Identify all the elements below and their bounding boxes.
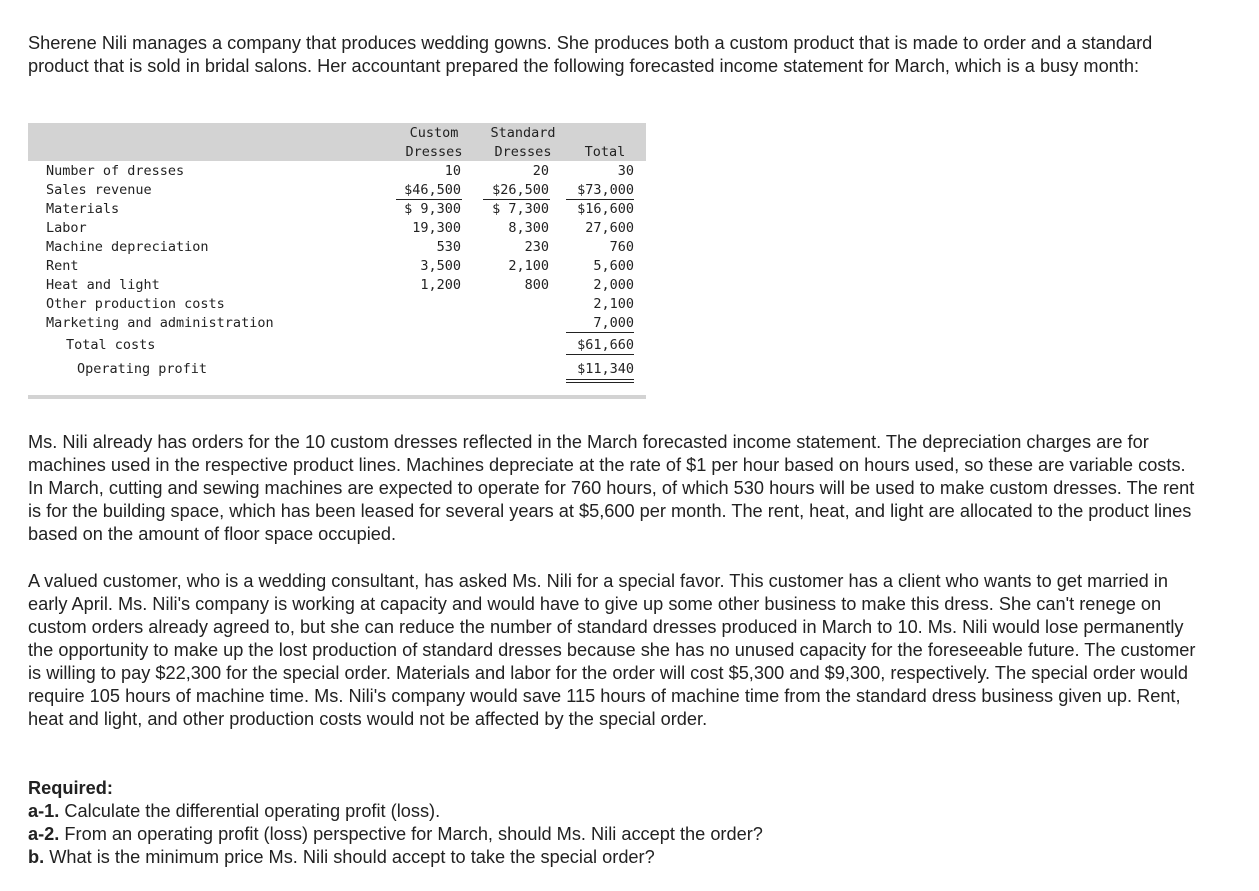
cell-total: 2,000 bbox=[593, 277, 634, 293]
header-standard-line2: Dresses bbox=[494, 144, 552, 160]
cell-total: 5,600 bbox=[593, 258, 634, 274]
cell-total: 27,600 bbox=[585, 220, 634, 236]
cell-custom: 10 bbox=[444, 163, 461, 179]
cell-standard: $ 7,300 bbox=[492, 201, 549, 217]
cell-total: 30 bbox=[617, 163, 634, 179]
header-total: Total bbox=[584, 144, 626, 160]
cell-standard: 2,100 bbox=[508, 258, 549, 274]
cell-standard: 8,300 bbox=[508, 220, 549, 236]
underline bbox=[566, 199, 634, 200]
double-underline bbox=[566, 379, 634, 383]
cell-standard: 230 bbox=[524, 239, 549, 255]
row-label: Operating profit bbox=[77, 361, 208, 377]
row-label: Total costs bbox=[66, 337, 156, 353]
required-item-text: Calculate the differential operating profit (loss). bbox=[64, 801, 441, 821]
cell-total: 7,000 bbox=[593, 315, 634, 331]
cell-total: $11,340 bbox=[577, 361, 634, 377]
row-label: Rent bbox=[46, 258, 79, 274]
underline bbox=[566, 332, 634, 333]
cell-custom: $ 9,300 bbox=[404, 201, 461, 217]
header-custom-line1: Custom bbox=[409, 125, 459, 141]
underline bbox=[396, 199, 462, 200]
header-custom-line2: Dresses bbox=[405, 144, 463, 160]
context-paragraph-2: A valued customer, who is a wedding consultant, has asked Ms. Nili for a special favor. This customer has a client who wants to get married in early April. Ms. Nili's company is working at capacity and would have to give up some other business to make this dress. She can't renege on custom orders already agreed to, but she can reduce the number of standard dresses produced in March to 10. Ms. Nili would lose permanently the opportunity to make up the lost production of standard dresses because she has no unused capacity for the foreseeable future. The customer is willing to pay $22,300 for the special order. Materials and labor for the order will cost $5,300 and $9,300, respectively. The special order would require 105 hours of machine time. Ms. Nili's company would save 115 hours of machine time from the standard dress business given up. Rent, heat and light, and other production costs would not be affected by the special order. bbox=[28, 571, 1196, 729]
cell-standard: 800 bbox=[524, 277, 549, 293]
row-label: Marketing and administration bbox=[46, 315, 274, 331]
cell-total: $16,600 bbox=[577, 201, 634, 217]
underline bbox=[566, 354, 634, 355]
cell-total: 760 bbox=[609, 239, 634, 255]
cell-total: $73,000 bbox=[577, 182, 634, 198]
row-label: Sales revenue bbox=[46, 182, 152, 198]
intro-paragraph: Sherene Nili manages a company that produces wedding gowns. She produces both a custom product that is made to order and a standard product that is sold in bridal salons. Her accountant prepared the following forecasted income statement for March, which is a busy month: bbox=[28, 33, 1153, 76]
required-item-text: What is the minimum price Ms. Nili should accept to take the special order? bbox=[49, 847, 655, 867]
row-label: Labor bbox=[46, 220, 87, 236]
cell-custom: $46,500 bbox=[404, 182, 461, 198]
required-item bbox=[28, 800, 1203, 823]
required-section bbox=[28, 777, 1203, 869]
underline bbox=[483, 199, 550, 200]
required-heading: Required: bbox=[28, 778, 113, 798]
row-label: Heat and light bbox=[46, 277, 160, 293]
header-standard-line1: Standard bbox=[490, 125, 556, 141]
cell-custom: 530 bbox=[436, 239, 461, 255]
income-statement-table bbox=[28, 123, 646, 399]
row-label: Machine depreciation bbox=[46, 239, 209, 255]
cell-custom: 19,300 bbox=[412, 220, 461, 236]
cell-standard: $26,500 bbox=[492, 182, 549, 198]
context-paragraph-1: Ms. Nili already has orders for the 10 custom dresses reflected in the March forecasted income statement. The depreciation charges are for machines used in the respective product lines. Machines depreciate at the rate of $1 per hour based on hours used, so these are variable costs. In March, cutting and sewing machines are expected to operate for 760 hours, of which 530 hours will be used to make custom dresses. The rent is for the building space, which has been leased for several years at $5,600 per month. The rent, heat, and light are allocated to the product lines based on the amount of floor space occupied. bbox=[28, 432, 1195, 544]
required-item-label: a-2. bbox=[28, 824, 60, 844]
row-label: Other production costs bbox=[46, 296, 225, 312]
required-item bbox=[28, 823, 1203, 846]
row-label: Number of dresses bbox=[46, 163, 185, 179]
required-item bbox=[28, 846, 1203, 869]
row-label: Materials bbox=[46, 201, 120, 217]
required-item-label: a-1. bbox=[28, 801, 60, 821]
cell-total: $61,660 bbox=[577, 337, 634, 353]
table-bottom-rule bbox=[28, 395, 646, 399]
cell-standard: 20 bbox=[532, 163, 549, 179]
cell-custom: 1,200 bbox=[420, 277, 461, 293]
cell-total: 2,100 bbox=[593, 296, 634, 312]
cell-custom: 3,500 bbox=[420, 258, 461, 274]
required-item-text: From an operating profit (loss) perspective for March, should Ms. Nili accept the order? bbox=[64, 824, 763, 844]
required-item-label: b. bbox=[28, 847, 45, 867]
